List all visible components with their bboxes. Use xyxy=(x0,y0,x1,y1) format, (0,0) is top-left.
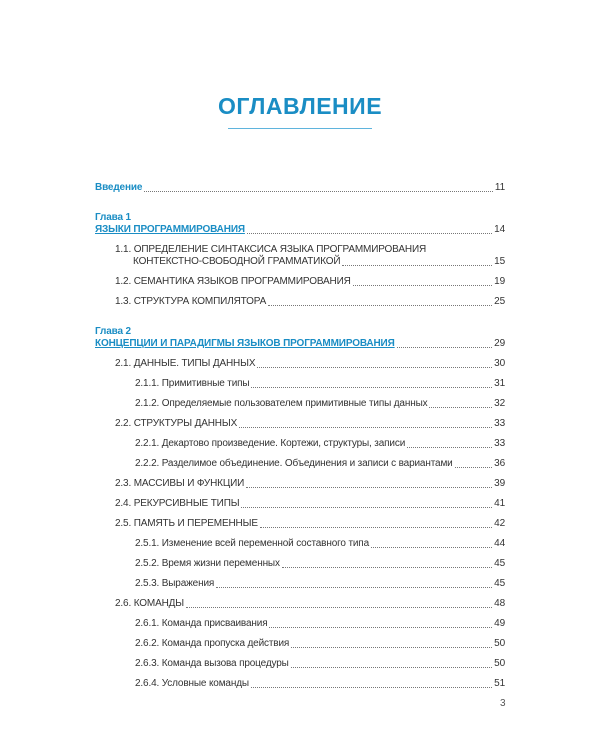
page-number: 3 xyxy=(500,698,506,709)
toc-entry[interactable] xyxy=(95,598,505,610)
toc-entry[interactable] xyxy=(95,638,505,650)
toc-page-number: 39 xyxy=(494,478,505,489)
toc-entry[interactable] xyxy=(95,558,505,570)
toc-entry[interactable] xyxy=(95,438,505,450)
dot-leader xyxy=(429,407,492,408)
dot-leader xyxy=(455,467,493,468)
table-of-contents xyxy=(95,182,505,690)
toc-entry-label: Введение xyxy=(95,182,143,193)
toc-entry[interactable] xyxy=(95,538,505,550)
page-title: ОГЛАВЛЕНИЕ xyxy=(217,93,383,119)
toc-entry-label: 2.2. СТРУКТУРЫ ДАННЫХ xyxy=(115,418,238,429)
toc-entry-label: 2.6.4. Условные команды xyxy=(135,678,249,689)
dot-leader xyxy=(257,367,492,368)
toc-page-number: 30 xyxy=(494,358,505,369)
toc-entry[interactable] xyxy=(95,458,505,470)
toc-entry-label: 1.2. СЕМАНТИКА ЯЗЫКОВ ПРОГРАММИРОВАНИЯ xyxy=(115,276,351,287)
dot-leader xyxy=(247,233,492,234)
toc-entry[interactable] xyxy=(95,618,505,630)
toc-entry-1-2[interactable] xyxy=(95,276,505,288)
toc-page-number: 45 xyxy=(494,578,505,589)
toc-page-number: 41 xyxy=(494,498,505,509)
dot-leader xyxy=(397,347,493,348)
dot-leader xyxy=(246,487,492,488)
chapter-2-items xyxy=(95,350,505,690)
chapter-2-heading: Глава 2 xyxy=(95,326,131,337)
toc-page-number: 32 xyxy=(494,398,505,409)
toc-page-number: 31 xyxy=(494,378,505,389)
toc-entry-chapter-1[interactable] xyxy=(95,224,505,236)
toc-page-number: 19 xyxy=(494,276,505,287)
toc-entry[interactable] xyxy=(95,418,505,430)
dot-leader xyxy=(268,305,492,306)
toc-entry-label: 2.5.3. Выражения xyxy=(135,578,215,589)
dot-leader xyxy=(282,567,492,568)
toc-page-number: 42 xyxy=(494,518,505,529)
toc-page-number: 15 xyxy=(494,256,505,267)
toc-entry[interactable] xyxy=(95,518,505,530)
dot-leader xyxy=(186,607,492,608)
dot-leader xyxy=(251,387,492,388)
toc-entry-label: 2.1.2. Определяемые пользователем примитивные типы данных xyxy=(135,398,428,409)
dot-leader xyxy=(241,507,492,508)
toc-page-number: 51 xyxy=(494,678,505,689)
toc-entry-label: 2.6. КОМАНДЫ xyxy=(115,598,184,609)
toc-entry-label: 2.5.1. Изменение всей переменной составного типа xyxy=(135,538,369,549)
toc-entry-label: 2.4. РЕКУРСИВНЫЕ ТИПЫ xyxy=(115,498,240,509)
toc-entry[interactable] xyxy=(95,398,505,410)
chapter-1-heading: Глава 1 xyxy=(95,212,131,223)
toc-page-number: 11 xyxy=(494,182,505,193)
toc-page-number: 45 xyxy=(494,558,505,569)
toc-entry-label: 2.1.1. Примитивные типы xyxy=(135,378,250,389)
toc-page-number: 44 xyxy=(494,538,505,549)
dot-leader xyxy=(291,647,492,648)
toc-entry-label: 2.6.2. Команда пропуска действия xyxy=(135,638,290,649)
toc-entry-1-1[interactable] xyxy=(95,256,505,268)
toc-entry-label: КОНЦЕПЦИИ И ПАРАДИГМЫ ЯЗЫКОВ ПРОГРАММИРОВАНИЯ xyxy=(95,338,395,349)
dot-leader xyxy=(260,527,492,528)
toc-entry-label: 2.2.1. Декартово произведение. Кортежи, структуры, записи xyxy=(135,438,406,449)
toc-entry-label: КОНТЕКСТНО-СВОБОДНОЙ ГРАММАТИКОЙ xyxy=(133,256,341,267)
dot-leader xyxy=(371,547,492,548)
toc-entry[interactable] xyxy=(95,478,505,490)
dot-leader xyxy=(216,587,492,588)
toc-entry-label: 2.2.2. Разделимое объединение. Объединения и записи с вариантами xyxy=(135,458,453,469)
toc-entry-1-1-line1: 1.1. ОПРЕДЕЛЕНИЕ СИНТАКСИСА ЯЗЫКА ПРОГРАММИРОВАНИЯ xyxy=(115,244,427,255)
dot-leader xyxy=(291,667,492,668)
dot-leader xyxy=(239,427,492,428)
toc-entry-label: 2.3. МАССИВЫ И ФУНКЦИИ xyxy=(115,478,245,489)
toc-entry[interactable] xyxy=(95,578,505,590)
dot-leader xyxy=(144,191,493,192)
toc-page-number: 36 xyxy=(494,458,505,469)
toc-entry-1-3[interactable] xyxy=(95,296,505,308)
toc-entry[interactable] xyxy=(95,378,505,390)
toc-entry[interactable] xyxy=(95,358,505,370)
toc-entry-intro[interactable] xyxy=(95,182,505,194)
toc-entry[interactable] xyxy=(95,678,505,690)
toc-page-number: 33 xyxy=(494,438,505,449)
dot-leader xyxy=(353,285,492,286)
toc-page-number: 33 xyxy=(494,418,505,429)
toc-page-number: 48 xyxy=(494,598,505,609)
toc-entry-chapter-2[interactable] xyxy=(95,338,505,350)
toc-entry[interactable] xyxy=(95,658,505,670)
toc-entry-label: 2.1. ДАННЫЕ. ТИПЫ ДАННЫХ xyxy=(115,358,256,369)
toc-entry-label: 2.6.1. Команда присваивания xyxy=(135,618,268,629)
title-underline xyxy=(228,128,372,129)
toc-page-number: 25 xyxy=(494,296,505,307)
toc-page-number: 49 xyxy=(494,618,505,629)
toc-entry-label: 2.6.3. Команда вызова процедуры xyxy=(135,658,289,669)
toc-page-number: 50 xyxy=(494,658,505,669)
toc-entry-label: 1.3. СТРУКТУРА КОМПИЛЯТОРА xyxy=(115,296,267,307)
toc-page-number: 29 xyxy=(494,338,505,349)
dot-leader xyxy=(251,687,492,688)
toc-entry-label: 2.5.2. Время жизни переменных xyxy=(135,558,280,569)
dot-leader xyxy=(269,627,492,628)
dot-leader xyxy=(342,265,492,266)
toc-page-number: 14 xyxy=(494,224,505,235)
toc-entry-label: ЯЗЫКИ ПРОГРАММИРОВАНИЯ xyxy=(95,224,245,235)
toc-entry-label: 2.5. ПАМЯТЬ И ПЕРЕМЕННЫЕ xyxy=(115,518,258,529)
toc-entry[interactable] xyxy=(95,498,505,510)
dot-leader xyxy=(407,447,492,448)
toc-page-number: 50 xyxy=(494,638,505,649)
